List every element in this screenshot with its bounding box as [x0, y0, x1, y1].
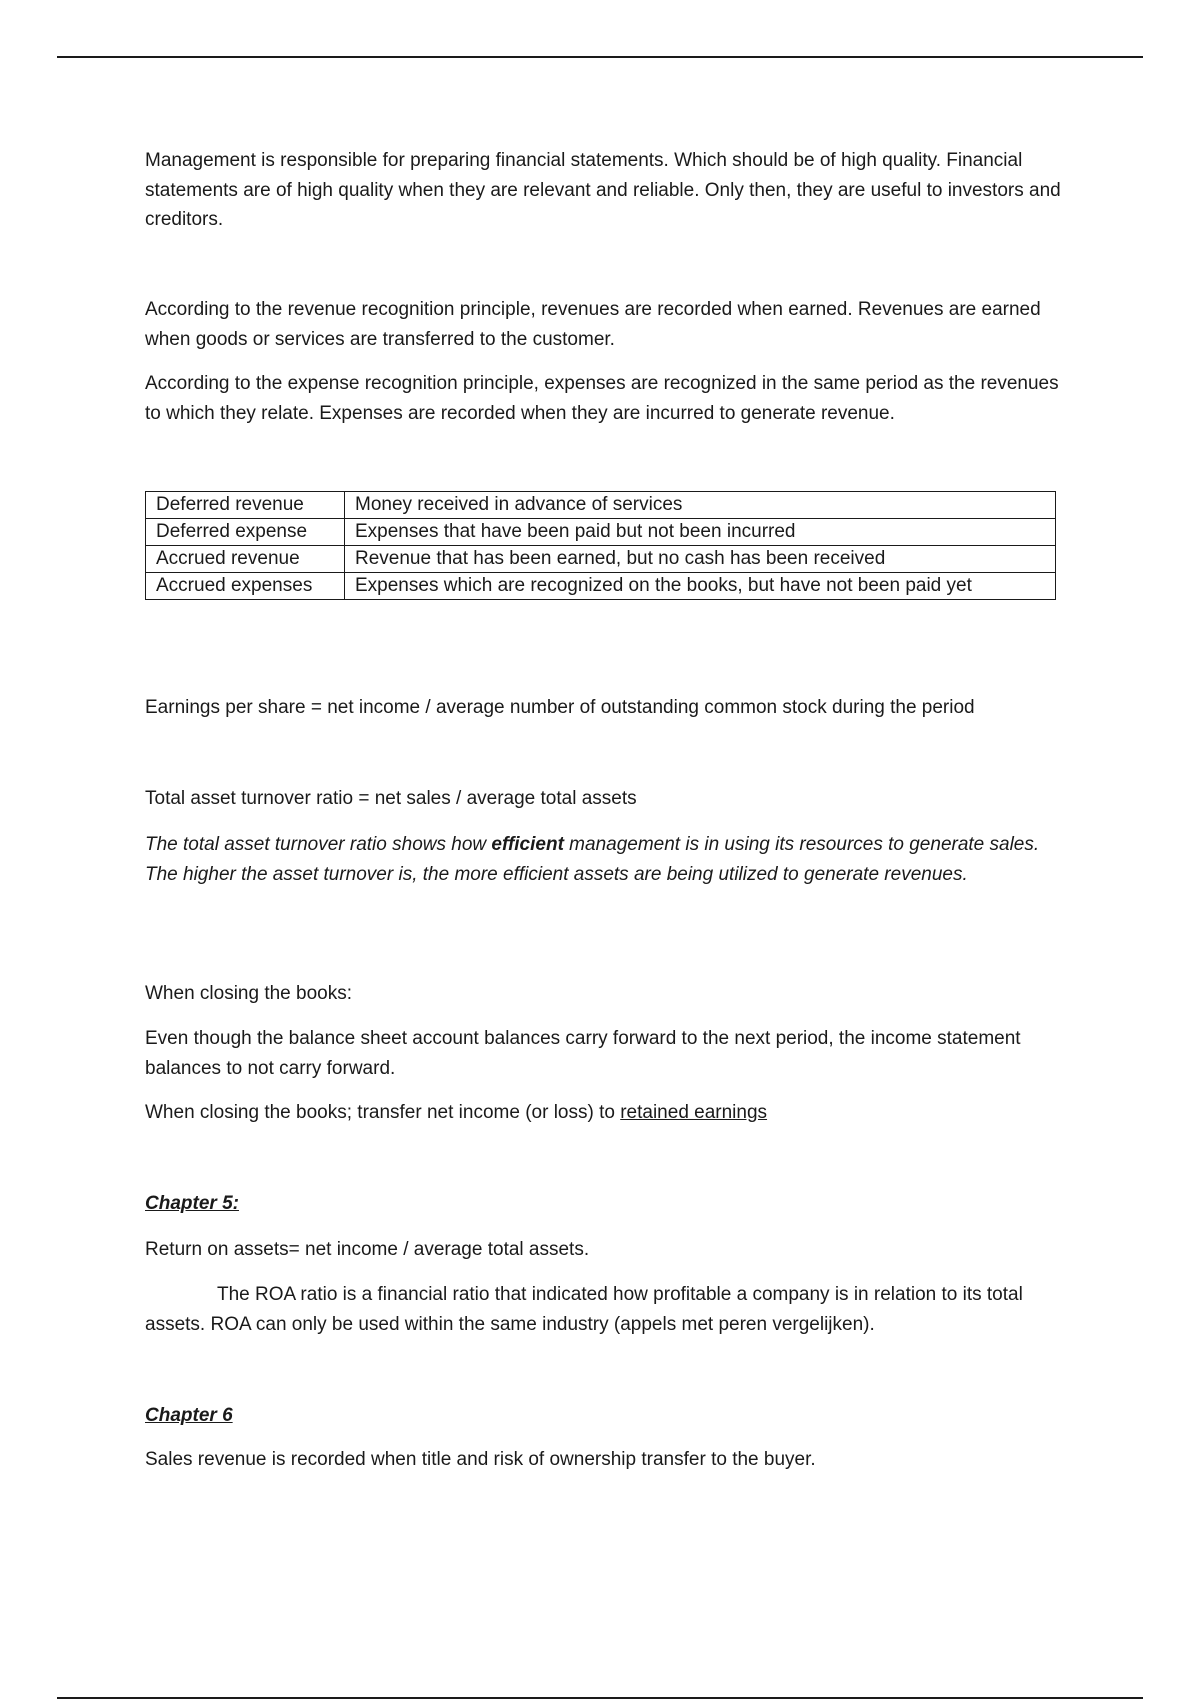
- retained-earnings-text: retained earnings: [620, 1102, 768, 1123]
- table-row: [146, 519, 1056, 546]
- closing-paragraph: Even though the balance sheet account balances carry forward to the next period, the income statement balances to not carry forward.: [145, 1028, 1021, 1079]
- table-row: [146, 573, 1056, 600]
- table-row: [146, 546, 1056, 573]
- expense-recognition-paragraph: According to the expense recognition principle, expenses are recognized in the same period as the revenues to which they relate. Expenses are recorded when they are incurred to generate revenue.: [145, 373, 1059, 424]
- closing-heading: When closing the books:: [145, 983, 353, 1004]
- revenue-recognition-paragraph: According to the revenue recognition principle, revenues are recorded when earned. Revenues are earned when goods or services are transferred to the customer.: [145, 299, 1041, 350]
- closing-transfer-line: [145, 1098, 1065, 1128]
- definition-cell: Revenue that has been earned, but no cash has been received: [345, 546, 1056, 573]
- note-text-start: The total asset turnover ratio shows how: [145, 834, 492, 855]
- table-row: [146, 492, 1056, 519]
- transfer-text: When closing the books; transfer net income (or loss) to: [145, 1102, 621, 1123]
- term-cell: Deferred expense: [146, 519, 345, 546]
- definition-cell: Money received in advance of services: [345, 492, 1056, 519]
- header-rule: [57, 56, 1143, 58]
- asset-turnover-formula: Total asset turnover ratio = net sales / average total assets: [145, 788, 637, 809]
- roa-formula: Return on assets= net income / average total assets.: [145, 1239, 590, 1260]
- chapter-5-heading: Chapter 5:: [145, 1193, 239, 1214]
- sales-revenue-paragraph: Sales revenue is recorded when title and risk of ownership transfer to the buyer.: [145, 1449, 816, 1470]
- chapter-6-heading: Chapter 6: [145, 1405, 233, 1426]
- footer-rule: [57, 1697, 1143, 1699]
- term-cell: Accrued revenue: [146, 546, 345, 573]
- terms-table: [145, 491, 1056, 600]
- definition-cell: Expenses which are recognized on the books, but have not been paid yet: [345, 573, 1056, 600]
- eps-formula: Earnings per share = net income / average number of outstanding common stock during the period: [145, 697, 975, 718]
- note-emphasis: efficient: [491, 834, 564, 855]
- roa-paragraph: The ROA ratio is a financial ratio that indicated how profitable a company is in relation to its total assets. ROA can only be used within the same industry (appels met peren vergelijken).: [145, 1284, 1023, 1335]
- intro-paragraph: Management is responsible for preparing financial statements. Which should be of high quality. Financial statements are of high quality when they are relevant and reliable. Only then, they are useful to investors and creditors.: [145, 150, 1061, 230]
- term-cell: Accrued expenses: [146, 573, 345, 600]
- asset-turnover-note: [145, 830, 1065, 889]
- term-cell: Deferred revenue: [146, 492, 345, 519]
- note-text-end: management is in using its resources to generate sales. The higher the asset turnover is, the more efficient assets are being utilized to generate revenues.: [145, 834, 1040, 885]
- definition-cell: Expenses that have been paid but not been incurred: [345, 519, 1056, 546]
